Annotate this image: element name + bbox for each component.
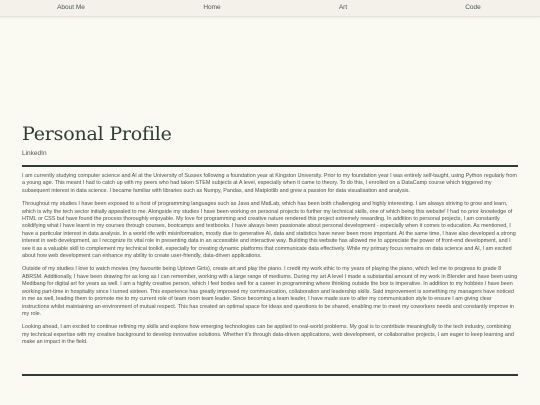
profile-paragraph: I am currently studying computer science and AI at the University of Sussex following a foundation year at Kingston University. Prior to my foundation year I was entirely self-taught, using Python regularly from a young age. This meant I had to catch up with my peers who had taken STEM subjects at A level, especially when it came to theory. To do this, I enrolled on a DataCamp course which triggered my subsequent interest in data science. I became familiar with libraries such as Numpy, Pandas, and Matplotlib and grew a passion for data visualisation and analysis. — [22, 173, 517, 194]
nav-link-code[interactable]: Code — [465, 4, 481, 11]
profile-paragraph: Looking ahead, I am excited to continue refining my skills and explore how emerging technologies can be applied to real-world problems. My goal is to contribute meaningfully to the tech industry, combining my technical expertise with my creative background to develop innovative solutions. Whether it's through data-driven applications, web development, or collaborative projects, I am eager to keep learning and make an impact in the field. — [22, 324, 514, 346]
top-navigation — [0, 0, 540, 17]
divider-top — [22, 165, 518, 167]
profile-content — [22, 173, 518, 353]
nav-link-art[interactable]: Art — [338, 4, 348, 11]
nav-link-home[interactable]: Home — [203, 4, 221, 11]
page-title: Personal Profile — [22, 123, 172, 145]
nav-link-about-me[interactable]: About Me — [57, 4, 85, 11]
profile-paragraph: Outside of my studies I love to watch movies (my favourite being Uptown Girls), create art and play the piano. I credit my work ethic to my years of playing the piano, which led me to progress to grade 8 ABRSM. Additionally, I have been drawing for as long as I can remember, working with a large range of mediums. During my art A level I made a substantial amount of my work in Blender and have been using Medibang for digital art for years as well. I am a highly creative person, which I feel bodes well for a career in programming where thinking outside the box is imperative. In addition to my hobbies I have been working part-time in hospitality since I turned sixteen. This experience has greatly improved my communication, collaboration and leadership skills. Said improvement is something my managers have noticed in me as well, leading them to promote me to my current role of team room team leader. Since becoming a team leader, I have made sure to alter my communication style to ensure I am giving clear instructions whilst maintaining an environment of mutual respect. This has created an optimal space for ideas and questions to be shared, enabling me to meet my coworkers needs and constantly improve in my role. — [22, 266, 518, 317]
linkedin-link[interactable]: LinkedIn — [22, 150, 47, 157]
profile-paragraph: Throughout my studies I have been exposed to a host of programming languages such as Java and MatLab, which has been both challenging and highly interesting. I am always striving to grow and learn, which is why the tech sector initially appealed to me. Alongside my studies I have been working on personal projects to further my technical skills, one of which being this website! I had no prior knowledge of HTML or CSS but have found the process thoroughly enjoyable. My love for programming and creative nature rendered this project extremely rewarding. In addition to personal projects, I am constantly solidifying what I have learnt in my courses through courses, bootcamps and textbooks. I have always been passionate about personal development - especially when it comes to education. As mentioned, I have a particular interest in data analysis. In a world rife with misinformation, mostly due to generative AI, data and statistics have never been more important. At the same time, I have also developed a strong interest in web development, as I recognize its vital role in presenting data in an accessible and interactive way. Building this website has allowed me to appreciate the power of front-end development, and I see it as a valuable skill to complement my technical toolkit, especially for creating dynamic platforms that communicate data effectively. While my primary focus remains on data science and AI, I am excited about how web development can enhance my ability to create user-friendly, data-driven applications. — [22, 201, 516, 260]
divider-bottom — [22, 374, 518, 376]
